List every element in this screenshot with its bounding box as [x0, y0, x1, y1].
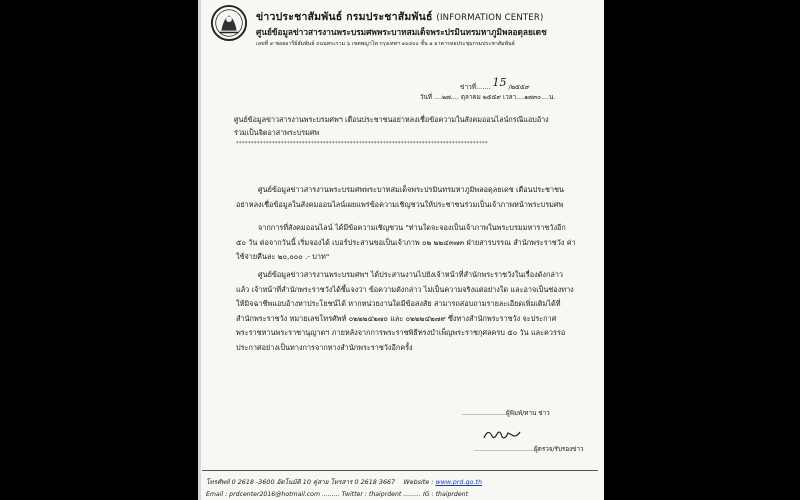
- website-link[interactable]: www.prd.go.th: [435, 478, 483, 486]
- signature-position-bottom: ..............................ผู้ตรวจ/รับรองข่าว: [474, 446, 584, 453]
- footer-contact: โทรศัพท์ 0 2618 -3600 อัตโนมัติ 10 คู่สาย โทรสาร 0 2618 3667 Website : www.prd.go.th: [206, 478, 483, 486]
- header-title: ข่าวประชาสัมพันธ์ กรมประชาสัมพันธ์ (INFORMATION CENTER): [256, 11, 544, 23]
- header-title-en: (INFORMATION CENTER): [436, 13, 544, 23]
- header-subtitle: ศูนย์ข้อมูลข่าวสารงานพระบรมศพพระบาทสมเด็จพระปรมินทรมหาภูมิพลอดุลยเดช: [256, 27, 547, 37]
- prd-emblem-icon: [210, 4, 248, 42]
- body-paragraph-3: ศูนย์ข้อมูลข่าวสารงานพระบรมศพฯ ได้ประสานงานไปยังเจ้าหน้าที่สำนักพระราชวังในเรื่องดังกล่าวแล้ว เจ้าหน้าที่สำนักพระราชวังได้ชี้แจงว่า ข้อความดังกล่าว ไม่เป็นความจริงแต่อย่างใด และอาจเป็นช่องทางให้มิจฉาชีพแอบอ้างหาประโยชน์ได้ หากหน่วยงานใดมีข้อสงสัย สามารถสอบถามรายละเอียดเพิ่มเติมได้ที่ สำนักพระราชวัง หมายเลขโทรศัพท์ ๐๒๒๒๔๒๗๐ และ ๐๒๒๒๔๒๗๙ ซึ่งทางสำนักพระราชวัง จะประกาศพระราชทานพระราชานุญาตฯ ภายหลังจากการพระราชพิธีทรงบำเพ็ญพระราชกุศลครบ ๕๐ วัน และควรรอประกาศอย่างเป็นทางการจากทางสำนักพระราชวังอีกครั้ง: [236, 270, 574, 352]
- body-paragraph-2: จากการที่สังคมออนไลน์ ได้มีข้อความเชิญชวน "ท่านใดจะจองเป็นเจ้าภาพในพระบรมมหาราชวังอีก ๕๐ วัน ต่อจากวันนี้ เริ่มจองได้ เบอร์ประสานขอเป็นเจ้าภาพ ๐๒ ๒๒๔๓๗๓ ฝ่ายสารบรรณ สำนักพระราชวัง ค่าใช้จ่ายคืนละ ๒๐,๐๐๐ .- บาท": [236, 223, 576, 262]
- document-page: [198, 0, 604, 500]
- handwritten-signature: [482, 426, 522, 444]
- separator-stars: ************************************************************************************: [236, 141, 488, 147]
- news-number-value: 15: [492, 76, 507, 89]
- footer-divider: [202, 470, 598, 471]
- news-date: วันที่ ....๒๗.... ตุลาคม ๒๕๕๙ เวลา....๑๗๓๐....น.: [420, 94, 556, 101]
- subject-line-1: ศูนย์ข้อมูลข่าวสารงานพระบรมศพฯ เตือนประชาชนอย่าหลงเชื่อข้อความในสังคมออนไลน์กรณีแอบอ้าง: [234, 115, 549, 124]
- subject-line-2: ร่วมเป็นจิตอาสาพระบรมศพ: [234, 128, 320, 137]
- page-edge: [198, 0, 201, 500]
- signature-position-top: ......................ผู้พิมพ์/ทาน ข่าว: [462, 410, 550, 417]
- body-paragraph-1: ศูนย์ข้อมูลข่าวสารงานพระบรมศพพระบาทสมเด็จพระปรมินทรมหาภูมิพลอดุลยเดช เตือนประชาชนอย่าหลงเชื่อข้อมูลในสังคมออนไลน์เผยแพร่ข้อความเชิญชวนให้ประชาชนร่วมเป็นเจ้าภาพหน้าพระบรมศพ: [236, 185, 565, 209]
- news-number: ข่าวที่....... 15 /๒๕๕๙: [460, 76, 530, 91]
- news-subject: [234, 113, 574, 139]
- header-address: เลขที่ ๙ ซอยอารีย์สัมพันธ์ ถนนพระราม ๖ เขตพญาไท กรุงเทพฯ ๑๐๔๐๐ ชั้น ๑ อาคารหอประชุมกรมประชาสัมพันธ์: [256, 41, 515, 47]
- footer-social: Email : prdcenter2016@hotmail.com ......... Twitter : thaiprdent ......... IG : thaiprdent: [206, 491, 469, 498]
